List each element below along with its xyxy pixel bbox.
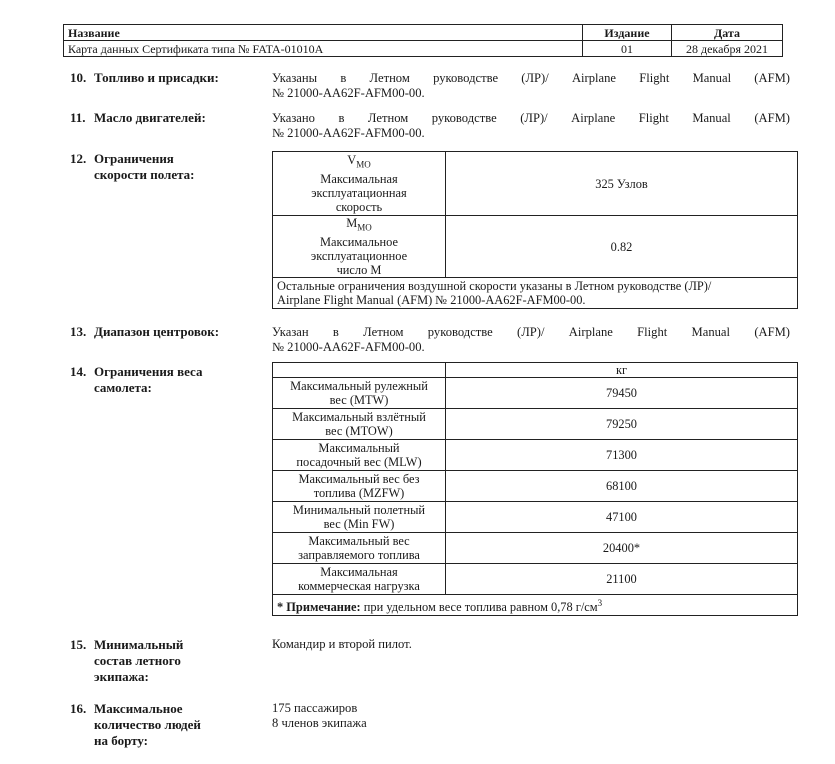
header-values-row [64, 41, 783, 57]
weight-note [273, 595, 798, 616]
section-13-number: 13. [70, 324, 87, 339]
weight-label-line1: Максимальный рулежный [290, 379, 428, 393]
section-13-label [70, 324, 270, 340]
mmo-label-cell [273, 216, 446, 278]
section-11-line1: Указано в Летном руководстве (ЛР)/ Airplane Flight Manual (AFM) [272, 111, 790, 125]
weight-label [273, 409, 446, 440]
weight-label-line1: Максимальная [320, 565, 398, 579]
section-10-text [272, 71, 790, 101]
vmo-value: 325 Узлов [446, 152, 798, 216]
weight-label-line2: посадочный вес (MLW) [296, 455, 422, 469]
weight-row-mtw [273, 378, 798, 409]
section-16-line2: 8 членов экипажа [272, 716, 367, 730]
weight-label [273, 440, 446, 471]
section-11-label [70, 110, 270, 126]
section-15-title-2: состав летного [94, 653, 181, 668]
mmo-desc-3: число М [336, 262, 382, 277]
section-16-number: 16. [70, 701, 87, 716]
vmo-symbol-letter: V [347, 153, 357, 168]
section-12-number: 12. [70, 151, 87, 166]
vmo-label-cell [273, 152, 446, 216]
section-13-text [272, 325, 790, 355]
mmo-desc-1: Максимальное [319, 234, 399, 249]
weight-unit-row [273, 363, 798, 378]
weight-label-line2: топлива (MZFW) [313, 486, 405, 500]
speed-limits-table [272, 151, 798, 309]
section-10-label [70, 70, 270, 86]
weight-limits-table [272, 362, 798, 616]
weight-label-line2: заправляемого топлива [298, 548, 420, 562]
mmo-symbol-letter: M [346, 216, 358, 231]
speed-note-line2: Airplane Flight Manual (AFM) № 21000-AA62F-AFM00-00. [277, 293, 586, 307]
header-date-label: Дата [672, 25, 783, 41]
section-16-text [272, 701, 790, 731]
section-14-title-2: самолета: [94, 380, 152, 395]
doc-date: 28 декабря 2021 [672, 41, 783, 57]
section-11-number: 11. [70, 110, 86, 125]
section-16-label [70, 701, 270, 749]
section-13-line2: № 21000-AA62F-AFM00-00. [272, 340, 425, 354]
speed-note [273, 278, 798, 309]
weight-row-mtow [273, 409, 798, 440]
section-14-label [70, 364, 270, 396]
vmo-symbol [277, 153, 441, 171]
mmo-symbol [277, 216, 441, 234]
weight-unit: кг [446, 363, 798, 378]
weight-row-payload [273, 564, 798, 595]
weight-row-mlw [273, 440, 798, 471]
section-16-title-2: количество людей [94, 717, 201, 732]
section-14-title-1: Ограничения веса [94, 364, 203, 379]
weight-row-mzfw [273, 471, 798, 502]
speed-note-row [273, 278, 798, 309]
weight-value: 21100 [446, 564, 798, 595]
speed-note-line1: Остальные ограничения воздушной скорости указаны в Летном руководстве (ЛР)/ [277, 279, 712, 293]
weight-label-line1: Максимальный взлётный [292, 410, 426, 424]
section-11-title: Масло двигателей: [94, 110, 206, 125]
header-edition-label: Издание [583, 25, 672, 41]
weight-row-minfw [273, 502, 798, 533]
weight-label [273, 533, 446, 564]
section-11-line2: № 21000-AA62F-AFM00-00. [272, 126, 425, 140]
section-10-line1: Указаны в Летном руководстве (ЛР)/ Airplane Flight Manual (AFM) [272, 71, 790, 85]
mmo-symbol-sub: MO [357, 222, 372, 233]
section-15-text: Командир и второй пилот. [272, 637, 412, 651]
weight-note-sup: 3 [597, 598, 603, 608]
section-12-label [70, 151, 270, 183]
header-name-label: Название [64, 25, 583, 41]
weight-value: 71300 [446, 440, 798, 471]
weight-label [273, 378, 446, 409]
weight-label [273, 502, 446, 533]
weight-value: 47100 [446, 502, 798, 533]
weight-label-line1: Минимальный полетный [292, 503, 426, 517]
speed-row-vmo [273, 152, 798, 216]
section-15-title-1: Минимальный [94, 637, 184, 652]
weight-unit-empty [273, 363, 446, 378]
section-16-title-1: Максимальное [94, 701, 183, 716]
weight-note-row [273, 595, 798, 616]
section-12-title-1: Ограничения [94, 151, 174, 166]
section-13-line1: Указан в Летном руководстве (ЛР)/ Airplane Flight Manual (AFM) [272, 325, 790, 339]
section-12-title-2: скорости полета: [94, 167, 195, 182]
weight-label-line1: Максимальный [318, 441, 400, 455]
weight-label-line1: Максимальный вес [308, 534, 410, 548]
vmo-desc-1: Максимальная [320, 171, 398, 186]
section-15-label [70, 637, 270, 685]
section-15-number: 15. [70, 637, 87, 652]
mmo-desc-2: эксплуатационное [310, 248, 408, 263]
weight-note-bold: * Примечание: [277, 600, 361, 615]
vmo-desc-2: эксплуатационная [311, 185, 407, 200]
weight-label-line1: Максимальный вес без [298, 472, 420, 486]
weight-label-line2: коммерческая нагрузка [298, 579, 420, 593]
section-16-line1: 175 пассажиров [272, 701, 358, 715]
header-table [63, 24, 783, 57]
section-10-line2: № 21000-AA62F-AFM00-00. [272, 86, 425, 100]
header-row [64, 25, 783, 41]
section-11-text [272, 111, 790, 141]
weight-value: 68100 [446, 471, 798, 502]
section-13-title: Диапазон центровок: [94, 324, 220, 339]
mmo-value: 0.82 [446, 216, 798, 278]
weight-value: 79250 [446, 409, 798, 440]
weight-label-line2: вес (MTW) [329, 393, 389, 407]
vmo-desc-3: скорость [335, 199, 383, 214]
weight-value: 79450 [446, 378, 798, 409]
weight-value: 20400* [446, 533, 798, 564]
doc-name: Карта данных Сертификата типа № FATA-01010A [64, 41, 583, 57]
doc-edition: 01 [583, 41, 672, 57]
weight-label-line2: вес (MTOW) [325, 424, 393, 438]
section-15-title-3: экипажа: [94, 669, 149, 684]
section-10-title: Топливо и присадки: [94, 70, 219, 85]
speed-row-mmo [273, 216, 798, 278]
weight-row-max-fuel [273, 533, 798, 564]
vmo-symbol-sub: MO [356, 159, 371, 170]
section-16-title-3: на борту: [94, 733, 148, 748]
weight-note-text: при удельном весе топлива равном 0,78 г/см [360, 600, 598, 615]
section-14-number: 14. [70, 364, 87, 379]
weight-label [273, 564, 446, 595]
section-10-number: 10. [70, 70, 87, 85]
weight-label-line2: вес (Min FW) [323, 517, 395, 531]
weight-label [273, 471, 446, 502]
